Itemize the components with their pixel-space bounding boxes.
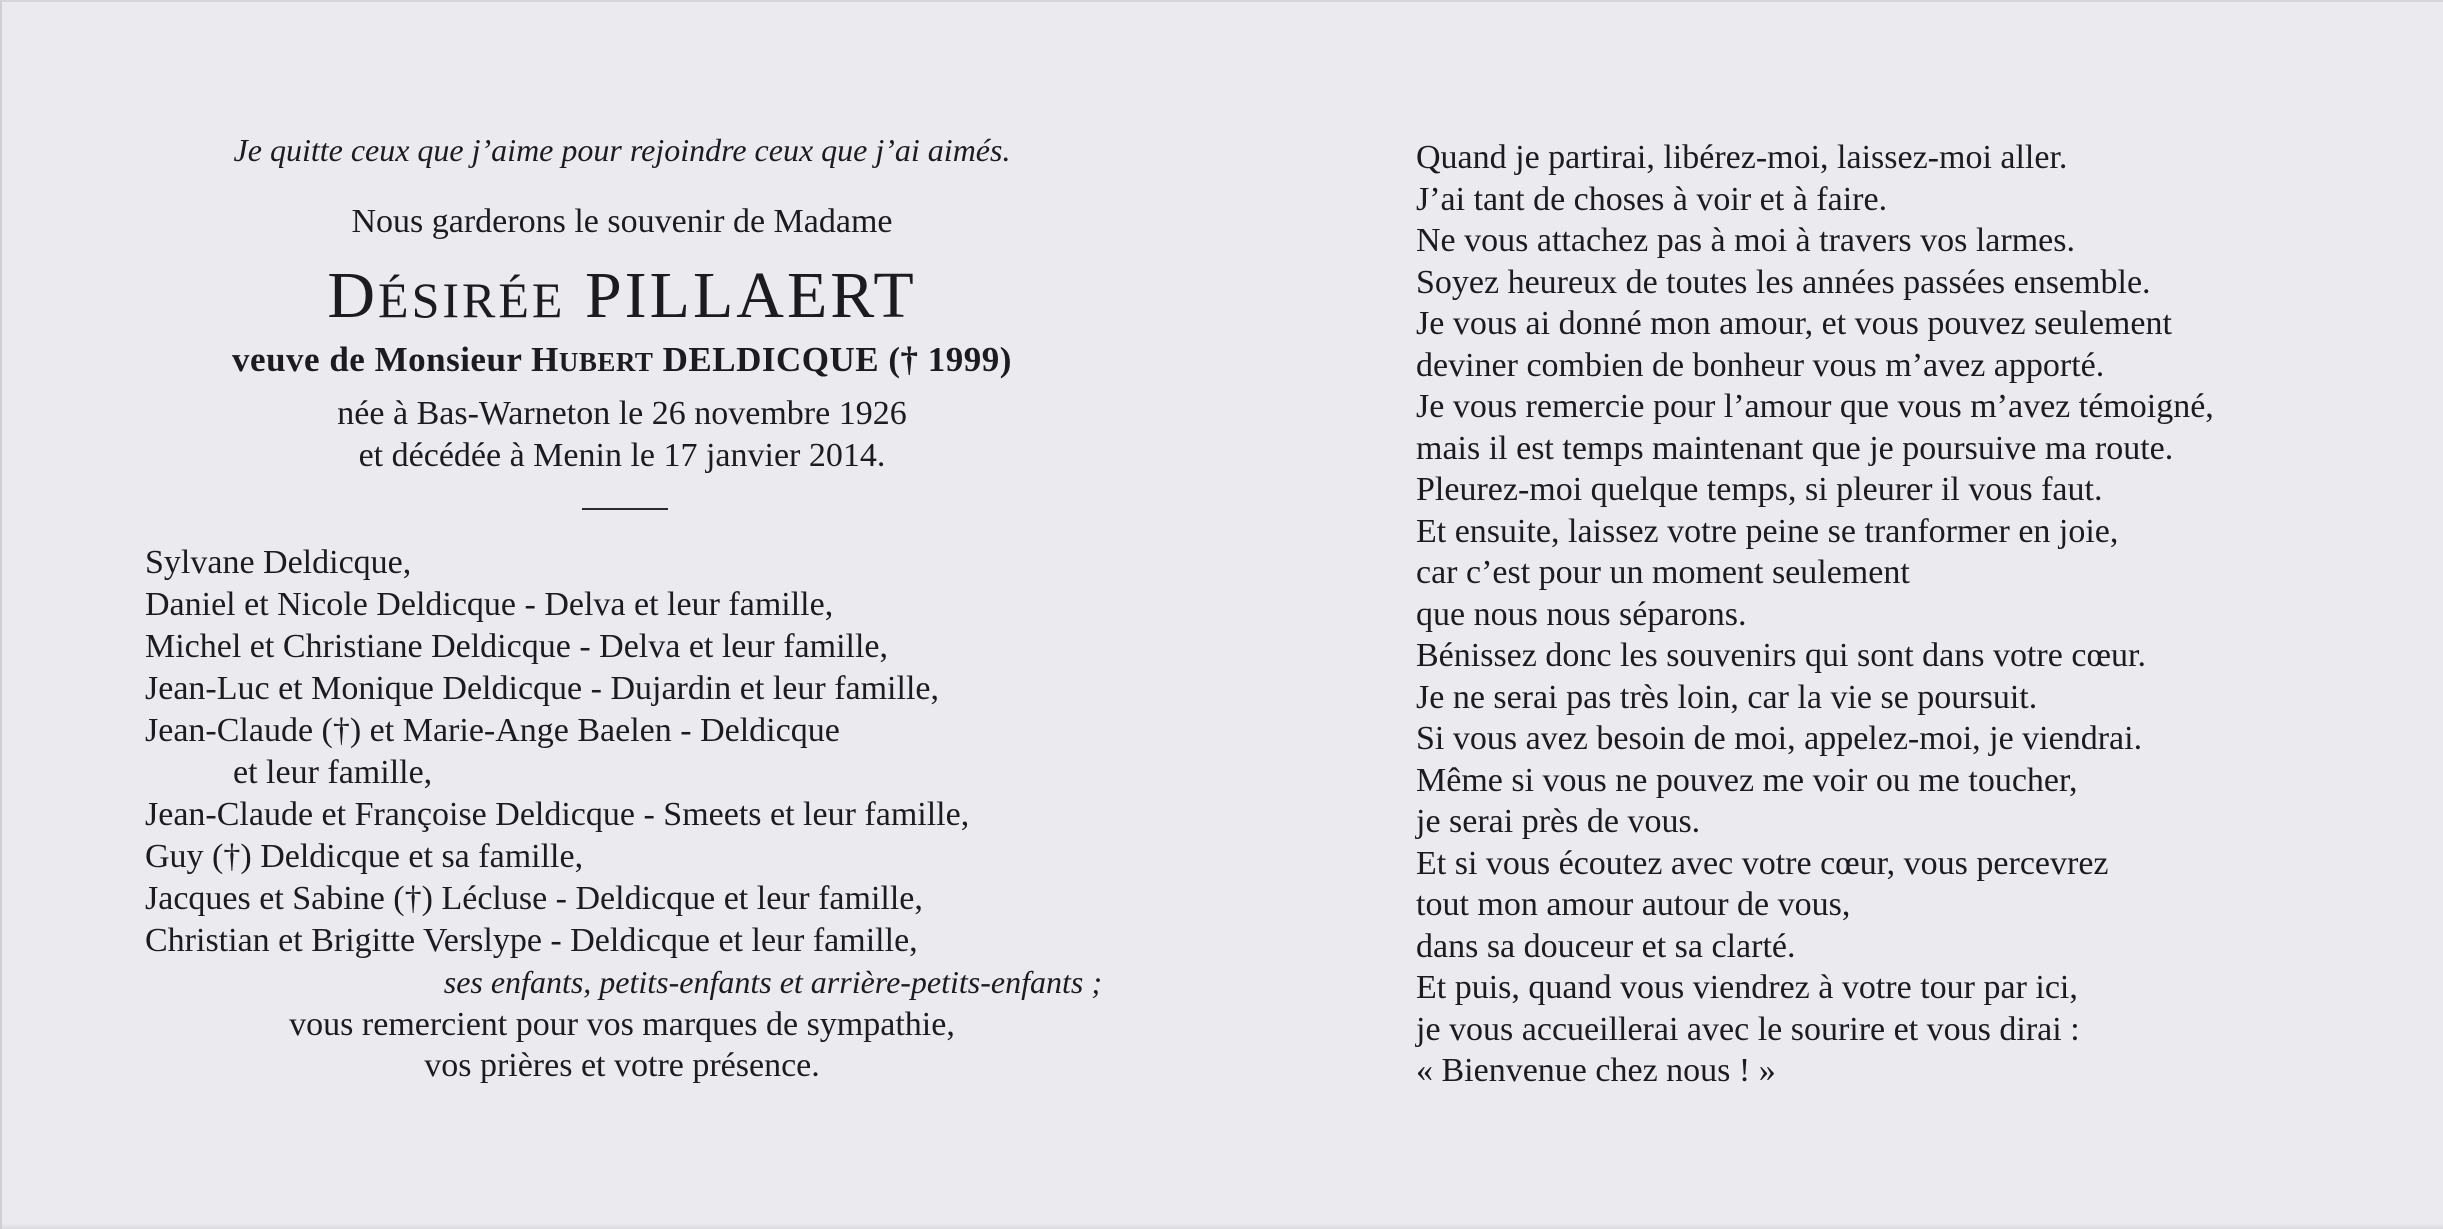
poem-line: je serai près de vous. [1416,803,1701,840]
family-line: Guy (†) Deldicque et sa famille, [145,838,584,875]
widow-first-rest: UBERT [558,347,654,377]
poem-line: Bénissez donc les souvenirs qui sont dans votre cœur. [1416,637,2146,674]
poem-line: Soyez heureux de toutes les années passées ensemble. [1416,263,2151,301]
family-line: Jacques et Sabine (†) Lécluse - Deldicque et leur famille, [145,880,923,917]
right-panel [1416,137,2376,1092]
family-line: Michel et Christiane Deldicque - Delva et leur famille, [145,628,889,665]
poem-line: Quand je partirai, libérez-moi, laissez-moi aller. [1416,139,2068,176]
poem-line: Et ensuite, laissez votre peine se tranformer en joie, [1416,512,2119,550]
poem-line: Je ne serai pas très loin, car la vie se poursuit. [1416,678,2038,716]
poem-line: je vous accueillerai avec le sourire et vous dirai : [1416,1010,2080,1048]
poem-line: tout mon amour autour de vous, [1416,886,1851,923]
family-line: et leur famille, [233,754,433,791]
widow-line [142,338,1102,384]
motto: Je quitte ceux que j’aime pour rejoindre ceux que j’ai aimés. [233,132,1011,168]
thanks-line: vous remercient pour vos marques de sympathie, [289,1006,955,1043]
birth-line: née à Bas-Warneton le 26 novembre 1926 [337,395,907,432]
death-line: et décédée à Menin le 17 janvier 2014. [358,437,886,474]
widow-prefix: veuve de Monsieur [232,340,532,379]
poem-line: Je vous remercie pour l’amour que vous m’avez témoigné, [1416,388,2214,425]
deceased-first-initial: D [327,259,379,332]
intro-line: Nous garderons le souvenir de Madame [351,203,893,240]
poem-line: deviner combien de bonheur vous m’avez apporté. [1416,346,2105,384]
poem [1416,137,2376,1092]
deceased-name [142,256,1102,340]
birth-death-info [142,393,1102,477]
deceased-last-name: PILLAERT [584,259,917,332]
family-line: Daniel et Nicole Deldicque - Delva et leur famille, [145,586,834,623]
poem-line: Et puis, quand vous viendrez à votre tour par ici, [1416,969,2078,1006]
card-edge [2,1223,2443,1229]
poem-line: Et si vous écoutez avec votre cœur, vous percevrez [1416,844,2109,882]
family-line: Jean-Luc et Monique Deldicque - Dujardin et leur famille, [145,670,939,707]
poem-line: Je vous ai donné mon amour, et vous pouvez seulement [1416,305,2172,342]
thanks-line: vos prières et votre présence. [424,1047,820,1084]
poem-line: que nous nous séparons. [1416,595,1747,633]
cross-icon: † [900,340,919,379]
widow-year: 1999) [918,340,1012,379]
family-list [145,542,1145,962]
widow-first-initial: H [531,340,559,379]
poem-line: J’ai tant de choses à voir et à faire. [1416,180,1888,218]
divider [582,508,668,510]
poem-line: « Bienvenue chez nous ! » [1416,1052,1776,1089]
poem-line: Si vous avez besoin de moi, appelez-moi, je viendrai. [1416,720,2143,757]
poem-line: Ne vous attachez pas à moi à travers vos larmes. [1416,222,2075,259]
thanks-block [142,1004,1102,1086]
family-line: Jean-Claude (†) et Marie-Ange Baelen - Deldicque [145,712,840,749]
family-line: Christian et Brigitte Verslype - Deldicque et leur famille, [145,922,918,959]
family-line: Jean-Claude et Françoise Deldicque - Smeets et leur famille, [145,796,970,833]
poem-line: mais il est temps maintenant que je poursuive ma route. [1416,429,2174,467]
poem-line: Même si vous ne pouvez me voir ou me toucher, [1416,761,2078,799]
poem-line: Pleurez-moi quelque temps, si pleurer il vous faut. [1416,471,2103,508]
widow-last: DELDICQUE ( [653,340,901,379]
deceased-first-rest: ÉSIRÉE [378,272,566,328]
poem-line: dans sa douceur et sa clarté. [1416,927,1796,965]
family-line: Sylvane Deldicque, [145,544,412,581]
descendants-tagline: ses enfants, petits-enfants et arrière-petits-enfants ; [443,964,1102,1000]
poem-line: car c’est pour un moment seulement [1416,554,1910,591]
